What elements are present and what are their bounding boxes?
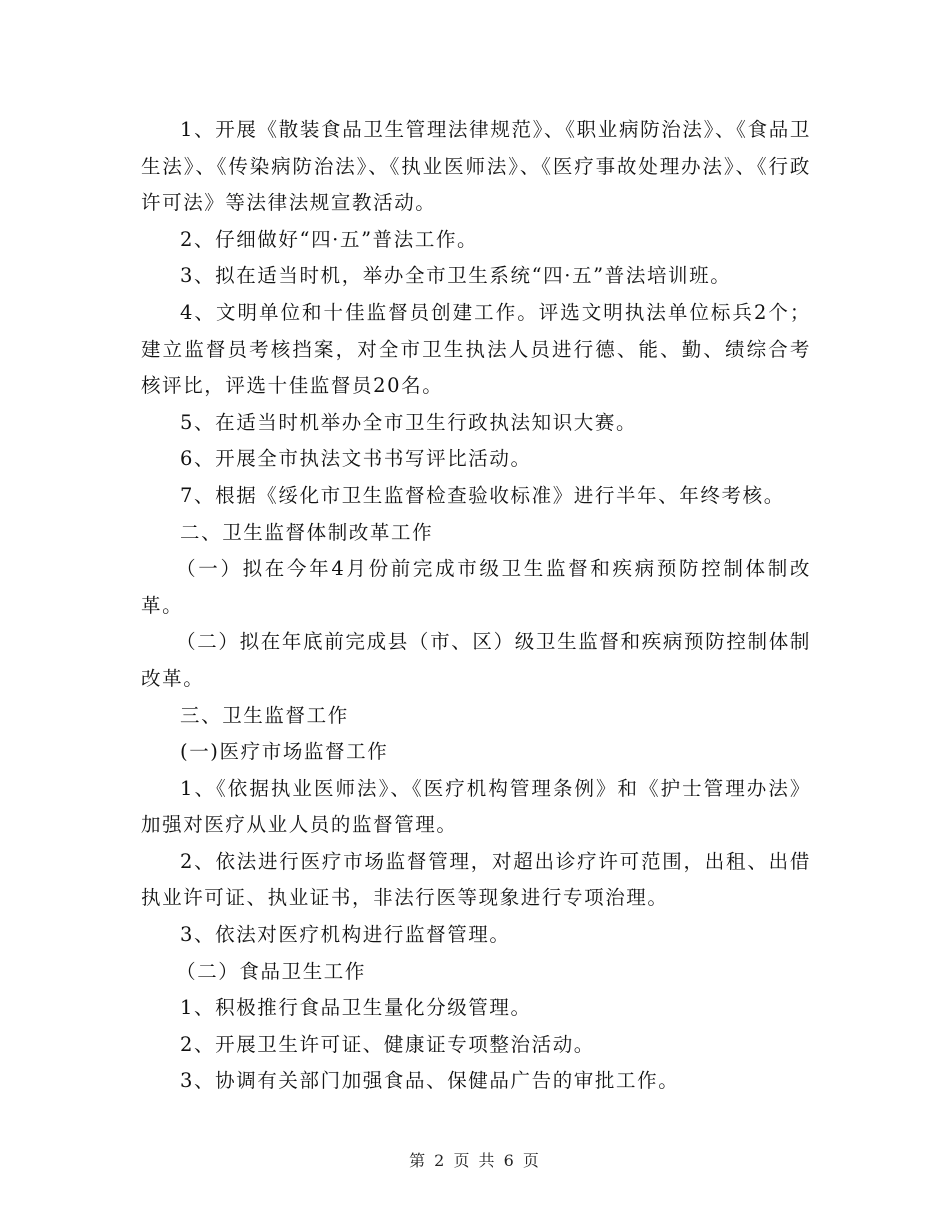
paragraph-document-writing: 6、开展全市执法文书书写评比活动。: [180, 447, 532, 471]
section-heading-supervision: 三、卫生监督工作: [180, 703, 349, 727]
paragraph-medical-staff: 1、《依据执业医师法》、《医疗机构管理条例》和《护士管理办法》加强对医疗从业人员的监督管理。: [141, 776, 811, 837]
paragraph-medical-institutions: 3、依法对医疗机构进行监督管理。: [180, 923, 511, 947]
paragraph-knowledge-contest: 5、在适当时机举办全市卫生行政执法知识大赛。: [180, 410, 638, 434]
section-heading-reform: 二、卫生监督体制改革工作: [180, 520, 434, 544]
paragraph-pufa-work: 2、仔细做好“四·五”普法工作。: [180, 227, 479, 251]
paragraph-city-reform: （一）拟在今年4月份前完成市级卫生监督和疾病预防控制体制改革。: [141, 557, 811, 617]
subsection-heading-medical-market: (一)医疗市场监督工作: [180, 740, 389, 764]
paragraph-pufa-training: 3、拟在适当时机，举办全市卫生系统“四·五”普法培训班。: [180, 264, 732, 288]
paragraph-civilized-unit: 4、文明单位和十佳监督员创建工作。评选文明执法单位标兵2个；建立监督员考核挡案，对全市卫生执法人员进行德、能、勤、绩综合考核评比，评选十佳监督员20名。: [141, 300, 811, 398]
paragraph-medical-market: 2、依法进行医疗市场监督管理，对超出诊疗许可范围，出租、出借执业许可证、执业证书，非法行医等现象进行专项治理。: [141, 849, 811, 910]
paragraph-assessment: 7、根据《绥化市卫生监督检查验收标准》进行半年、年终考核。: [180, 483, 785, 507]
page-number-footer: 第 2 页 共 6 页: [409, 1151, 541, 1170]
paragraph-food-grading: 1、积极推行食品卫生量化分级管理。: [180, 996, 532, 1020]
paragraph-license-rectification: 2、开展卫生许可证、健康证专项整治活动。: [180, 1032, 595, 1056]
document-body: [141, 112, 811, 1100]
paragraph-law-education: 1、开展《散装食品卫生管理法律规范》、《职业病防治法》、《食品卫生法》、《传染病防治法》、《执业医师法》、《医疗事故处理办法》、《行政许可法》等法律法规宣教活动。: [141, 118, 811, 215]
subsection-heading-food-hygiene: （二）食品卫生工作: [176, 959, 366, 983]
paragraph-county-reform: （二）拟在年底前完成县（市、区）级卫生监督和疾病预防控制体制改革。: [141, 630, 811, 690]
paragraph-advertising-approval: 3、协调有关部门加强食品、保健品广告的审批工作。: [180, 1069, 680, 1093]
